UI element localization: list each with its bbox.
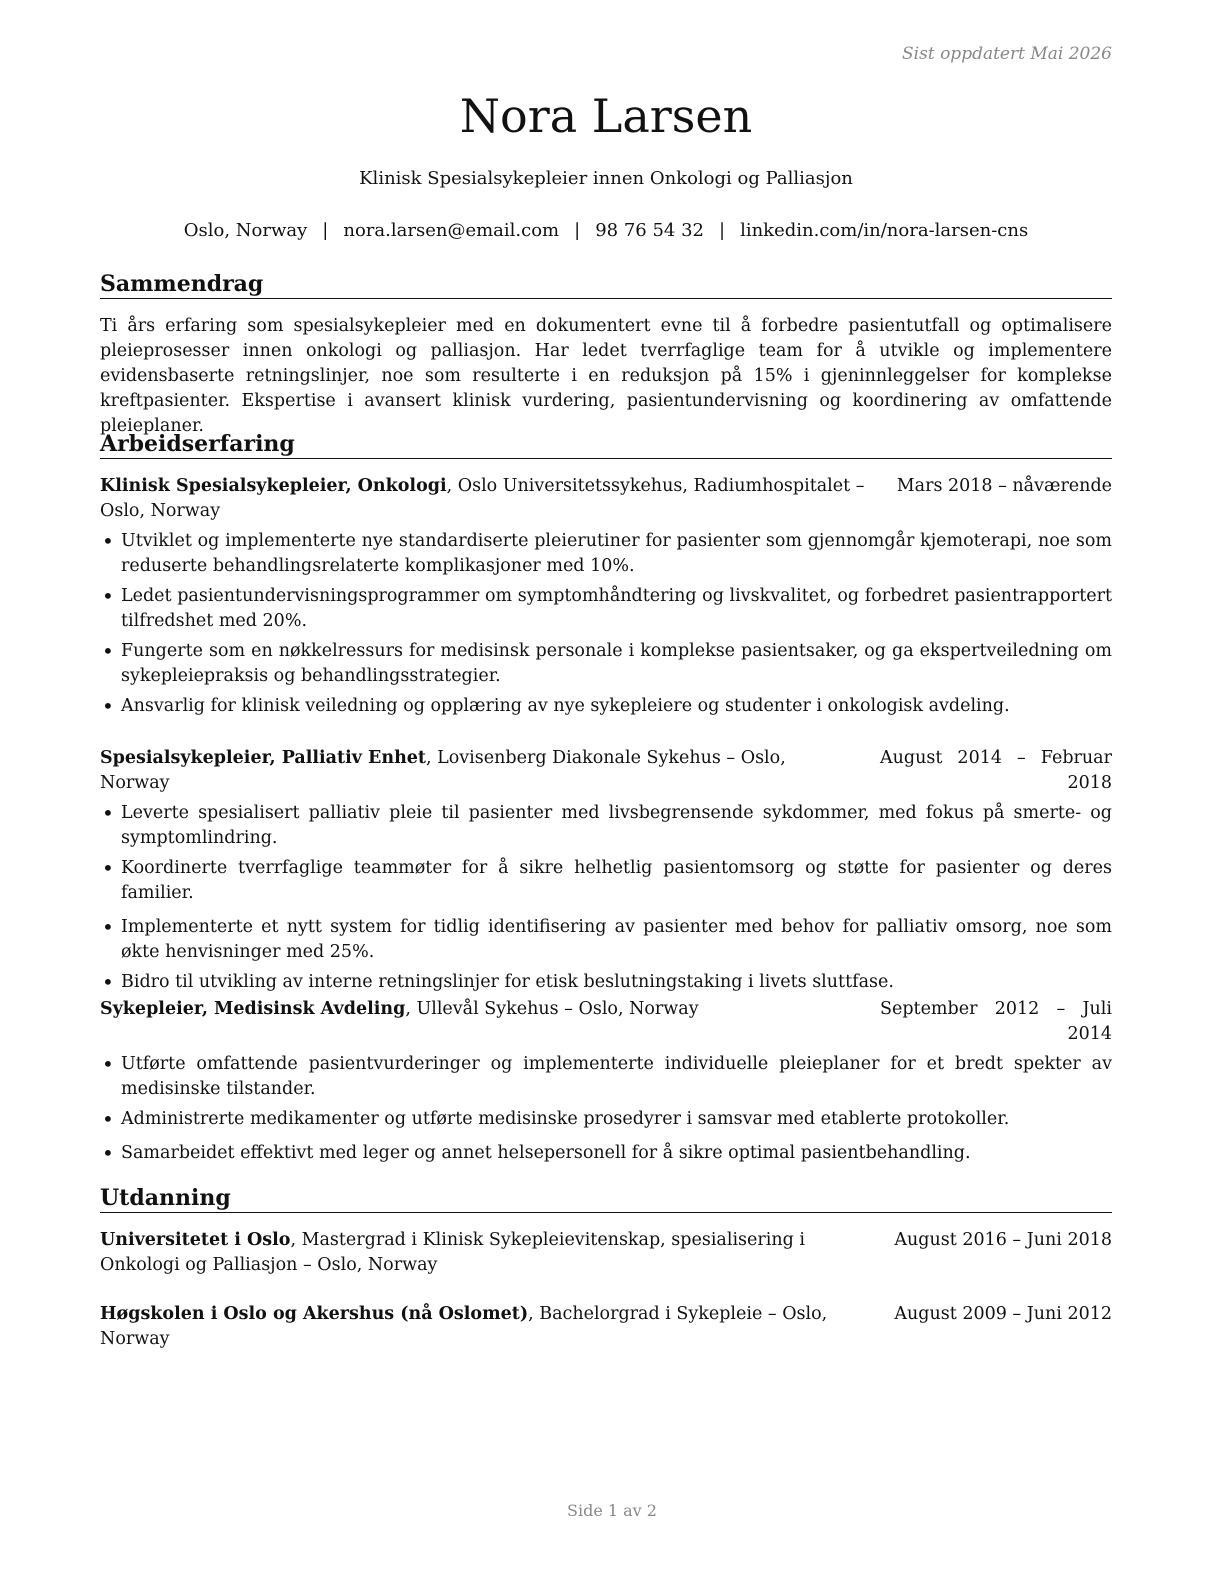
list-item: • Ledet pasientundervisningsprogrammer om symptomhåndtering og livskvalitet, og forbedret pasientrapportert tilfredshet med 20%. [100,584,1112,634]
contact-linkedin[interactable]: linkedin.com/in/nora-larsen-cns [740,220,1029,241]
job-bullets [100,1052,1112,1166]
job-details: , Lovisenberg Diakonale Sykehus – Oslo, Norway [100,748,786,793]
page-number: Side 1 av 2 [567,1501,657,1520]
list-item: • Implementerte et nytt system for tidlig identifisering av pasienter med behov for palliativ omsorg, noe som økte henvisninger med 25%. [100,915,1112,965]
job-title-line [100,474,873,524]
contact-line [100,219,1112,243]
candidate-name: Nora Larsen [459,89,753,143]
contact-location: Oslo, Norway [183,220,308,241]
education-item [100,1302,1112,1352]
list-item: • Bidro til utvikling av interne retningslinjer for etisk beslutningstaking i livets sluttfase. [100,970,1112,995]
candidate-title: Klinisk Spesialsykepleier innen Onkologi og Palliasjon [359,168,853,189]
list-item: • Fungerte som en nøkkelressurs for medisinsk personale i komplekse pasientsaker, og ga ekspertveiledning om sykepleiepraksis og behandlingsstrategier. [100,639,1112,689]
contact-phone: 98 76 54 32 [595,220,704,241]
education-school: Høgskolen i Oslo og Akershus (nå Oslomet) [100,1304,529,1324]
contact-separator: | [574,220,581,241]
section-title-education: Utdanning [100,1184,1112,1213]
job-title-line [100,997,856,1047]
section-title-experience: Arbeidserfaring [100,430,1112,459]
education-dates: August 2009 – Juni 2012 [894,1304,1112,1324]
job-header [100,474,1112,524]
job-role: Klinisk Spesialsykepleier, Onkologi [100,476,447,496]
job-header [100,746,1112,796]
last-updated: Sist oppdatert Mai 2026 [902,44,1112,64]
job-header [100,997,1112,1047]
education-details: , Bachelorgrad i Sykepleie – Oslo, Norway [100,1304,828,1349]
summary-text: Ti års erfaring som spesialsykepleier med en dokumentert evne til å forbedre pasientutfall og optimalisere pleieprosesser innen onkologi og palliasjon. Har ledet tverrfaglige team for å utvikle og implementere evidensbaserte retningslinjer, noe som resulterte i en reduksjon på 15% i gjeninnleggelser for komplekse kreftpasienter. Ekspertise i avansert klinisk vurdering, pasientundervisning og koordinering av omfattende pleieplaner. [100,316,1112,436]
job-dates: September 2012 – Juli 2014 [880,999,1112,1044]
section-title-summary: Sammendrag [100,270,1112,299]
list-item: • Administrerte medikamenter og utførte medisinske prosedyrer i samsvar med etablerte protokoller. [100,1107,1112,1132]
job-dates: August 2014 – Februar 2018 [880,748,1112,793]
job-bullets [100,529,1112,719]
education-line [100,1228,870,1278]
contact-email[interactable]: nora.larsen@email.com [343,220,560,241]
job-details: , Oslo Universitetssykehus, Radiumhospitalet – Oslo, Norway [100,476,865,521]
contact-separator: | [322,220,329,241]
job-role: Spesialsykepleier, Palliativ Enhet [100,748,427,768]
education-item [100,1228,1112,1278]
list-item: • Koordinerte tverrfaglige teammøter for å sikre helhetlig pasientomsorg og støtte for pasienter og deres familier. [100,856,1112,906]
list-item: • Utførte omfattende pasientvurderinger og implementerte individuelle pleieplaner for et bredt spekter av medisinske tilstander. [100,1052,1112,1102]
education-dates: August 2016 – Juni 2018 [894,1230,1112,1250]
job-dates: Mars 2018 – nåværende [896,476,1112,496]
job-bullets [100,801,1112,995]
list-item: • Ansvarlig for klinisk veiledning og opplæring av nye sykepleiere og studenter i onkologisk avdeling. [100,694,1112,719]
education-line [100,1302,870,1352]
job-role: Sykepleier, Medisinsk Avdeling [100,999,406,1019]
education-details: , Mastergrad i Klinisk Sykepleievitenskap, spesialisering i Onkologi og Palliasjon – Oslo, Norway [100,1230,805,1275]
list-item: • Leverte spesialisert palliativ pleie til pasienter med livsbegrensende sykdommer, med fokus på smerte- og symptomlindring. [100,801,1112,851]
job-details: , Ullevål Sykehus – Oslo, Norway [405,999,699,1019]
list-item: • Utviklet og implementerte nye standardiserte pleierutiner for pasienter som gjennomgår kjemoterapi, noe som reduserte behandlingsrelaterte komplikasjoner med 10%. [100,529,1112,579]
list-item: • Samarbeidet effektivt med leger og annet helsepersonell for å sikre optimal pasientbehandling. [100,1141,1112,1166]
job-title-line [100,746,856,796]
contact-separator: | [719,220,726,241]
education-school: Universitetet i Oslo [100,1230,291,1250]
